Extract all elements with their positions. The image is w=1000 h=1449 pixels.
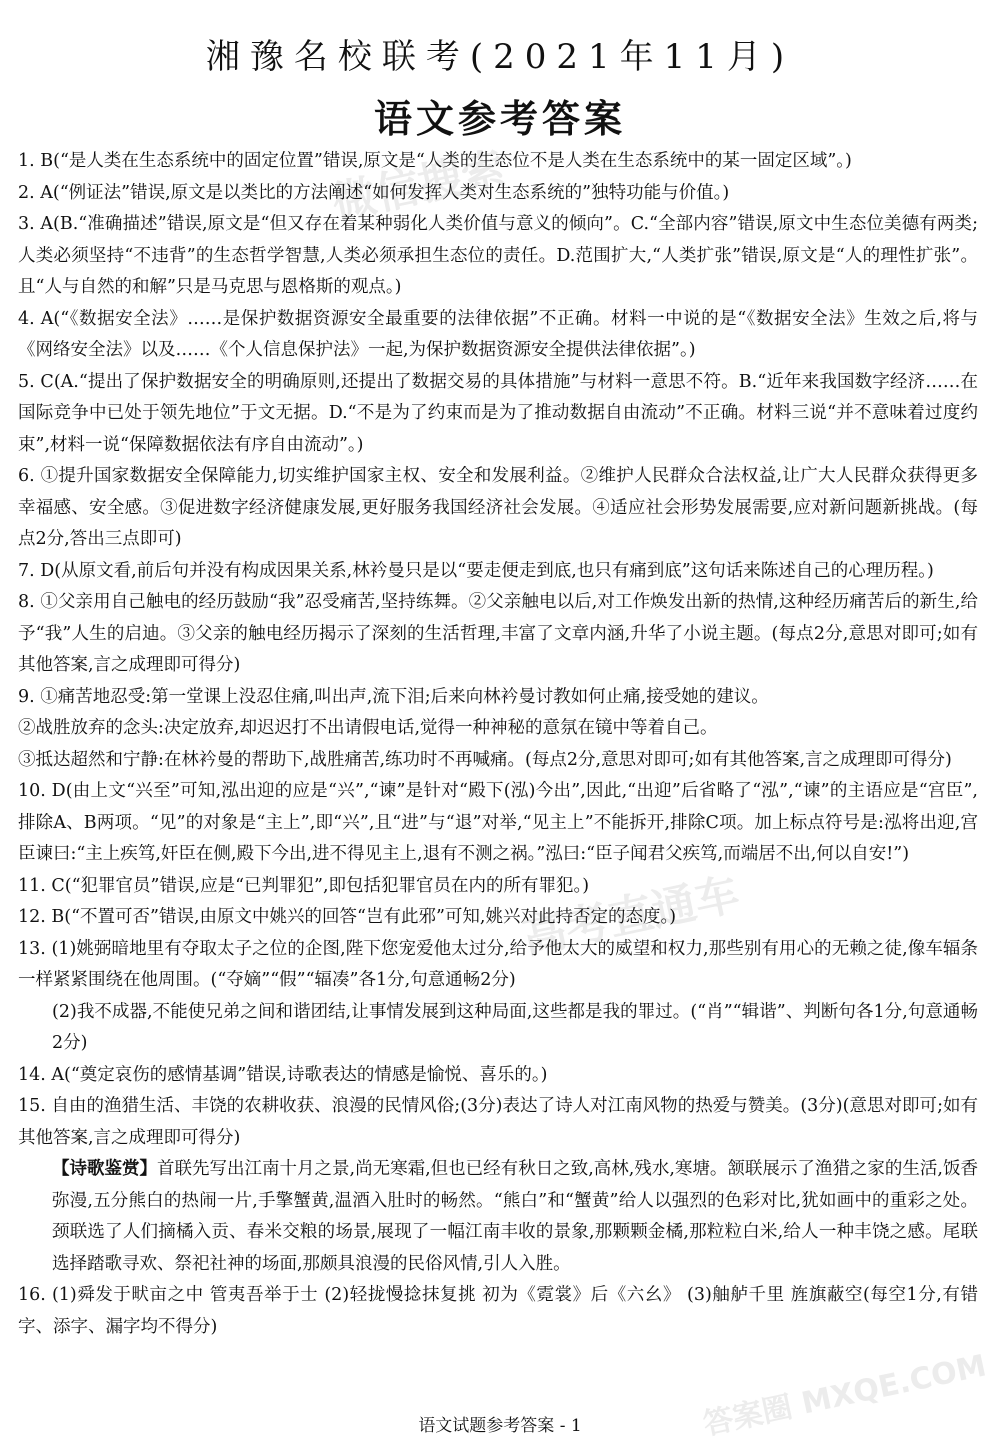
page-subtitle: 语文参考答案 <box>373 97 626 141</box>
answer-13-part-2: (2)我不成器,不能使兄弟之间和谐团结,让事情发展到这种局面,这些都是我的罪过。(“肖”“辑谐”、判断句各1分,句意通畅2分) <box>52 1001 978 1053</box>
page-title: 湘豫名校联考(2021年11月) <box>205 37 795 77</box>
watermark-middle: 高考直通车 <box>518 868 744 965</box>
poem-appreciation <box>18 1154 978 1280</box>
answer-4: 4. A(“《数据安全法》……是保护数据资源安全最重要的法律依据”不正确。材料一中说的是“《数据安全法》生效之后,将与《网络安全法》以及……《个人信息保护法》一起,为保护数据资源安全提供法律依据”。) <box>18 308 978 360</box>
answer-16: 16. (1)舜发于畎亩之中 管夷吾举于士 (2)轻拢慢捻抹复挑 初为《霓裳》后《六幺》 (3)舳舻千里 旌旗蔽空(每空1分,有错字、添字、漏字均不得分) <box>18 1285 978 1337</box>
answer-5: 5. C(A.“提出了保护数据安全的明确原则,还提出了数据交易的具体措施”与材料一意思不符。B.“近年来我国数字经济……在国际竞争中已处于领先地位”于文无据。D.“不是为了约束而是为了推动数据自由流动”不正确。材料三说“并不意味着过度约束”,材料一说“保障数据依法有序自由流动”。) <box>18 371 978 455</box>
answer-8: 8. ①父亲用自己触电的经历鼓励“我”忍受痛苦,坚持练舞。②父亲触电以后,对工作焕发出新的热情,这种经历痛苦后的新生,给予“我”人生的启迪。③父亲的触电经历揭示了深刻的生活哲理,丰富了文章内涵,升华了小说主题。(每点2分,意思对即可;如有其他答案,言之成理即可得分) <box>18 592 978 675</box>
answer-9-point-3: ③抵达超然和宁静:在林衿曼的帮助下,战胜痛苦,练功时不再喊痛。(每点2分,意思对即可;如有其他答案,言之成理即可得分) <box>18 749 952 770</box>
answer-9-point-2: ②战胜放弃的念头:决定放弃,却迟迟打不出请假电话,觉得一种神秘的意氛在镜中等着自己。 <box>18 718 718 738</box>
answer-12: 12. B(“不置可否”错误,由原文中姚兴的回答“岂有此邪”可知,姚兴对此持否定的态度。) <box>18 907 677 927</box>
answer-14: 14. A(“奠定哀伤的感情基调”错误,诗歌表达的情感是愉悦、喜乐的。) <box>18 1064 548 1085</box>
answer-list <box>18 146 978 1343</box>
answer-3: 3. A(B.“准确描述”错误,原文是“但又存在着某种弱化人类价值与意义的倾向”。C.“全部内容”错误,原文中生态位美德有两类;人类必须坚持“不违背”的生态哲学智慧,人类必须承担生态位的责任。D.范围扩大,“人类扩张”错误,原文是“人的理性扩张”。且“人与自然的和解”只是马克思与恩格斯的观点。) <box>18 214 978 297</box>
watermark-bottom: 答案圈 MXQE.COM <box>700 1348 990 1443</box>
answer-2: 2. A(“例证法”错误,原文是以类比的方法阐述“如何发挥人类对生态系统的”独特功能与价值。) <box>18 182 730 203</box>
answer-15: 15. 自由的渔猎生活、丰饶的农耕收获、浪漫的民情风俗;(3分)表达了诗人对江南风物的热爱与赞美。(3分)(意思对即可;如有其他答案,言之成理即可得分) <box>18 1096 978 1148</box>
answer-11: 11. C(“犯罪官员”错误,应是“已判罪犯”,即包括犯罪官员在内的所有罪犯。) <box>18 875 590 896</box>
poem-appreciation-tag: 【诗歌鉴赏】 <box>52 1159 158 1179</box>
answer-1: 1. B(“是人类在生态系统中的固定位置”错误,原文是“人类的生态位不是人类在生态系统中的某一固定区域”。) <box>18 151 852 171</box>
watermark-top: 微信搜索 <box>327 143 511 230</box>
answer-9-point-1: 9. ①痛苦地忍受:第一堂课上没忍住痛,叫出声,流下泪;后来向林衿曼讨教如何止痛,接受她的建议。 <box>18 686 769 707</box>
answer-6: 6. ①提升国家数据安全保障能力,切实维护国家主权、安全和发展利益。②维护人民群众合法权益,让广大人民群众获得更多幸福感、安全感。③促进数字经济健康发展,更好服务我国经济社会发展。④适应社会形势发展需要,应对新问题新挑战。(每点2分,答出三点即可) <box>18 466 978 549</box>
answer-10: 10. D(由上文“兴至”可知,泓出迎的应是“兴”,“谏”是针对“殿下(泓)今出”,因此,“出迎”后省略了“泓”,“谏”的主语应是“宫臣”,排除A、B两项。“见”的对象是“主上”,即“兴”,且“进”与“退”对举,“见主上”不能拆开,排除C项。加上标点符号是:泓将出迎,宫臣谏曰:“主上疾笃,奸臣在侧,殿下今出,进不得见主上,退有不测之祸。”泓曰:“臣子闻君父疾笃,而端居不出,何以自安!”) <box>18 781 978 864</box>
answer-13-part-1: 13. (1)姚弼暗地里有夺取太子之位的企图,陛下您宠爱他太过分,给予他太大的威望和权力,那些别有用心的无赖之徒,像车辐条一样紧紧围绕在他周围。(“夺嫡”“假”“辐凑”各1分,句意通畅2分) <box>18 938 978 990</box>
answer-7: 7. D(从原文看,前后句并没有构成因果关系,林衿曼只是以“要走便走到底,也只有痛到底”这句话来陈述自己的心理历程。) <box>18 560 934 581</box>
page-footer: 语文试题参考答案 - 1 <box>418 1416 582 1436</box>
poem-appreciation-text: 首联先写出江南十月之景,尚无寒霜,但也已经有秋日之致,高林,残水,寒塘。颔联展示了渔猎之家的生活,饭香弥漫,五分熊白的热闹一片,手擎蟹黄,温酒入肚时的畅然。“熊白”和“蟹黄”给人以强烈的色彩对比,犹如画中的重彩之处。颈联选了人们摘橘入贡、春米交粮的场景,展现了一幅江南丰收的景象,那颗颗金橘,那粒粒白米,给人一种丰饶之感。尾联选择踏歌寻欢、祭祀社神的场面,那颇具浪漫的民俗风情,引人入胜。 <box>52 1159 979 1274</box>
